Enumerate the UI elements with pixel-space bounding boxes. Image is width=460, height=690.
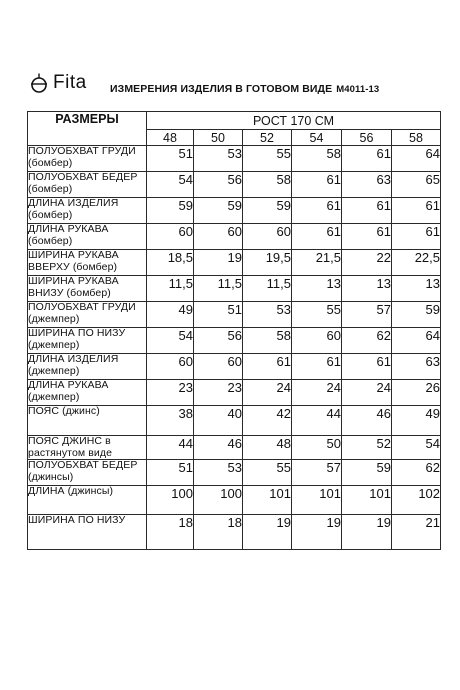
measurement-value: 52 <box>342 436 392 460</box>
measurement-value: 53 <box>194 146 243 172</box>
measurement-value: 60 <box>243 224 292 250</box>
measurement-value: 59 <box>147 198 194 224</box>
measurement-label: ШИРИНА РУКАВА ВВЕРХУ (бомбер) <box>28 250 147 276</box>
measurement-value: 49 <box>392 406 441 436</box>
measurement-value: 49 <box>147 302 194 328</box>
measurement-value: 65 <box>392 172 441 198</box>
measurement-value: 61 <box>342 146 392 172</box>
measurement-value: 63 <box>342 172 392 198</box>
size-header: 56 <box>342 130 392 146</box>
measurement-value: 60 <box>147 354 194 380</box>
table-row <box>28 328 441 354</box>
measurement-value: 51 <box>147 146 194 172</box>
measurement-value: 40 <box>194 406 243 436</box>
measurement-value: 46 <box>194 436 243 460</box>
table-row <box>28 172 441 198</box>
measurement-value: 58 <box>243 328 292 354</box>
measurement-value: 53 <box>243 302 292 328</box>
table-row <box>28 436 441 460</box>
measurement-value: 60 <box>194 224 243 250</box>
size-header: 54 <box>292 130 342 146</box>
measurement-label: ПОЛУОБХВАТ БЕДЕР (бомбер) <box>28 172 147 198</box>
measurement-value: 55 <box>243 460 292 486</box>
measurement-value: 21,5 <box>292 250 342 276</box>
height-label: РОСТ 170 СМ <box>147 112 441 130</box>
measurement-value: 59 <box>194 198 243 224</box>
measurement-value: 62 <box>392 460 441 486</box>
measurement-value: 64 <box>392 328 441 354</box>
measurement-value: 18 <box>147 515 194 550</box>
measurement-value: 55 <box>292 302 342 328</box>
sizes-corner-label: РАЗМЕРЫ <box>28 112 147 146</box>
measurement-value: 13 <box>392 276 441 302</box>
measurement-value: 42 <box>243 406 292 436</box>
measurement-value: 19 <box>243 515 292 550</box>
measurement-value: 60 <box>292 328 342 354</box>
measurement-label: ПОЛУОБХВАТ ГРУДИ (джемпер) <box>28 302 147 328</box>
measurement-value: 101 <box>342 486 392 515</box>
measurement-label: ШИРИНА РУКАВА ВНИЗУ (бомбер) <box>28 276 147 302</box>
measurement-value: 59 <box>243 198 292 224</box>
table-row <box>28 276 441 302</box>
measurement-value: 44 <box>292 406 342 436</box>
measurement-value: 53 <box>194 460 243 486</box>
measurement-value: 23 <box>194 380 243 406</box>
measurement-label: ПОЯС (джинс) <box>28 406 147 436</box>
measurement-value: 38 <box>147 406 194 436</box>
brand-name: Fita <box>53 72 87 93</box>
height-header-row <box>28 112 441 130</box>
measurement-value: 24 <box>342 380 392 406</box>
measurement-value: 58 <box>243 172 292 198</box>
measurement-value: 44 <box>147 436 194 460</box>
measurement-value: 13 <box>292 276 342 302</box>
measurement-value: 56 <box>194 328 243 354</box>
size-header: 50 <box>194 130 243 146</box>
measurement-value: 61 <box>392 224 441 250</box>
table-row <box>28 406 441 436</box>
measurement-label: ШИРИНА ПО НИЗУ <box>28 515 147 550</box>
measurement-value: 100 <box>147 486 194 515</box>
measurement-value: 51 <box>194 302 243 328</box>
table-row <box>28 486 441 515</box>
measurement-value: 21 <box>392 515 441 550</box>
measurement-value: 61 <box>392 198 441 224</box>
measurement-label: ПОЯС ДЖИНС в растянутом виде <box>28 436 147 460</box>
measurement-label: ШИРИНА ПО НИЗУ (джемпер) <box>28 328 147 354</box>
table-row <box>28 198 441 224</box>
measurement-value: 64 <box>392 146 441 172</box>
measurement-value: 62 <box>342 328 392 354</box>
measurement-value: 51 <box>147 460 194 486</box>
measurement-value: 100 <box>194 486 243 515</box>
measurement-value: 24 <box>292 380 342 406</box>
measurement-value: 61 <box>292 224 342 250</box>
measurement-value: 23 <box>147 380 194 406</box>
table-row <box>28 302 441 328</box>
measurement-value: 59 <box>392 302 441 328</box>
size-header: 58 <box>392 130 441 146</box>
measurement-value: 54 <box>392 436 441 460</box>
measurement-value: 61 <box>243 354 292 380</box>
measurement-label: ПОЛУОБХВАТ БЕДЕР (джинсы) <box>28 460 147 486</box>
measurement-label: ДЛИНА ИЗДЕЛИЯ (бомбер) <box>28 198 147 224</box>
measurement-value: 56 <box>194 172 243 198</box>
table-row <box>28 146 441 172</box>
measurement-value: 102 <box>392 486 441 515</box>
measurement-value: 19 <box>342 515 392 550</box>
measurement-value: 61 <box>342 198 392 224</box>
measurement-label: ДЛИНА ИЗДЕЛИЯ (джемпер) <box>28 354 147 380</box>
measurement-value: 61 <box>342 354 392 380</box>
table-row <box>28 250 441 276</box>
measurement-rows <box>28 146 441 550</box>
measurement-value: 60 <box>147 224 194 250</box>
measurement-value: 26 <box>392 380 441 406</box>
measurement-value: 61 <box>292 172 342 198</box>
document-title <box>110 83 379 95</box>
measurement-value: 11,5 <box>243 276 292 302</box>
measurement-value: 61 <box>292 198 342 224</box>
model-code: М4011-13 <box>336 84 380 95</box>
measurement-label: ПОЛУОБХВАТ ГРУДИ (бомбер) <box>28 146 147 172</box>
measurement-value: 55 <box>243 146 292 172</box>
title-text: ИЗМЕРЕНИЯ ИЗДЕЛИЯ В ГОТОВОМ ВИДЕ <box>110 83 333 95</box>
measurement-value: 19,5 <box>243 250 292 276</box>
measurement-value: 61 <box>342 224 392 250</box>
measurement-value: 54 <box>147 172 194 198</box>
measurement-value: 11,5 <box>194 276 243 302</box>
size-chart-table <box>27 111 441 550</box>
measurement-value: 18,5 <box>147 250 194 276</box>
table-row <box>28 460 441 486</box>
measurement-value: 22,5 <box>392 250 441 276</box>
size-header: 48 <box>147 130 194 146</box>
measurement-value: 60 <box>194 354 243 380</box>
measurement-value: 24 <box>243 380 292 406</box>
size-header: 52 <box>243 130 292 146</box>
measurement-value: 48 <box>243 436 292 460</box>
measurement-value: 22 <box>342 250 392 276</box>
fita-logo-icon <box>28 72 50 94</box>
measurement-value: 59 <box>342 460 392 486</box>
table-row <box>28 224 441 250</box>
measurement-label: ДЛИНА (джинсы) <box>28 486 147 515</box>
measurement-value: 101 <box>243 486 292 515</box>
measurement-value: 50 <box>292 436 342 460</box>
measurement-value: 61 <box>292 354 342 380</box>
measurement-value: 101 <box>292 486 342 515</box>
measurement-value: 18 <box>194 515 243 550</box>
measurement-value: 19 <box>194 250 243 276</box>
table-row <box>28 515 441 550</box>
measurement-value: 58 <box>292 146 342 172</box>
measurement-value: 57 <box>342 302 392 328</box>
table-row <box>28 380 441 406</box>
measurement-label: ДЛИНА РУКАВА (джемпер) <box>28 380 147 406</box>
document-header <box>28 72 438 102</box>
measurement-value: 63 <box>392 354 441 380</box>
measurement-value: 11,5 <box>147 276 194 302</box>
measurement-value: 54 <box>147 328 194 354</box>
measurement-value: 57 <box>292 460 342 486</box>
measurement-value: 13 <box>342 276 392 302</box>
table-row <box>28 354 441 380</box>
measurement-value: 46 <box>342 406 392 436</box>
measurement-value: 19 <box>292 515 342 550</box>
brand-logo <box>28 72 87 94</box>
measurement-label: ДЛИНА РУКАВА (бомбер) <box>28 224 147 250</box>
